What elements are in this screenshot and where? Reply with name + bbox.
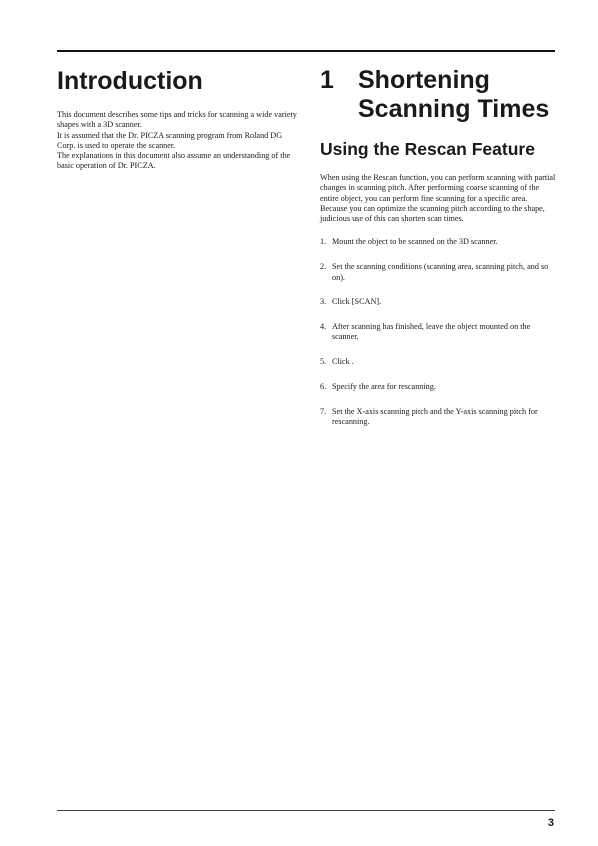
chapter-column xyxy=(320,66,560,442)
bottom-rule xyxy=(57,810,555,811)
section-heading: Using the Rescan Feature xyxy=(320,139,535,159)
intro-paragraph-1: This document describes some tips and tricks for scanning a wide variety shapes with a 3D scanner. xyxy=(57,110,297,130)
intro-paragraph-3: The explanations in this document also assume an understanding of the basic operation of Dr. PICZA. xyxy=(57,151,291,171)
step-item xyxy=(320,237,556,247)
step-text: Mount the object to be scanned on the 3D scanner. xyxy=(332,237,498,247)
top-rule xyxy=(57,50,555,52)
step-number: 2. xyxy=(320,262,327,272)
step-number: 5. xyxy=(320,357,327,367)
step-item xyxy=(320,357,556,367)
chapter-title: Shortening Scanning Times xyxy=(358,66,550,123)
section-paragraph: When using the Rescan function, you can perform scanning with partial changes in scanning pitch. After performing coarse scanning of the entire object, you can perform fine scanning for a specific area. Because you can optimize the scanning pitch according to the shape, judicious use of this can shorten scan times. xyxy=(320,173,556,224)
page-number: 3 xyxy=(547,817,554,829)
step-number: 7. xyxy=(320,406,327,416)
step-number: 4. xyxy=(320,322,327,332)
step-text: After scanning has finished, leave the object mounted on the scanner. xyxy=(332,322,531,342)
step-text: Set the X-axis scanning pitch and the Y-axis scanning pitch for rescanning. xyxy=(332,406,538,427)
step-item xyxy=(320,322,556,343)
step-item xyxy=(320,382,556,392)
step-item xyxy=(320,297,556,307)
intro-paragraph-2: It is assumed that the Dr. PICZA scanning program from Roland DG Corp. is used to operate the scanner. xyxy=(57,130,283,150)
chapter-heading xyxy=(320,66,560,124)
step-item xyxy=(320,262,556,283)
step-number: 6. xyxy=(320,382,327,392)
introduction-column xyxy=(57,66,297,172)
step-text: Click . xyxy=(332,357,354,367)
step-text: Set the scanning conditions (scanning area, scanning pitch, and so on). xyxy=(332,262,549,282)
chapter-number: 1 xyxy=(320,66,334,94)
introduction-heading: Introduction xyxy=(57,67,203,95)
step-item xyxy=(320,407,556,428)
step-text: Click [SCAN]. xyxy=(332,297,382,307)
step-number: 3. xyxy=(320,297,327,307)
steps-list xyxy=(320,237,556,427)
step-text: Specify the area for rescanning. xyxy=(332,382,436,392)
step-number: 1. xyxy=(320,237,327,247)
